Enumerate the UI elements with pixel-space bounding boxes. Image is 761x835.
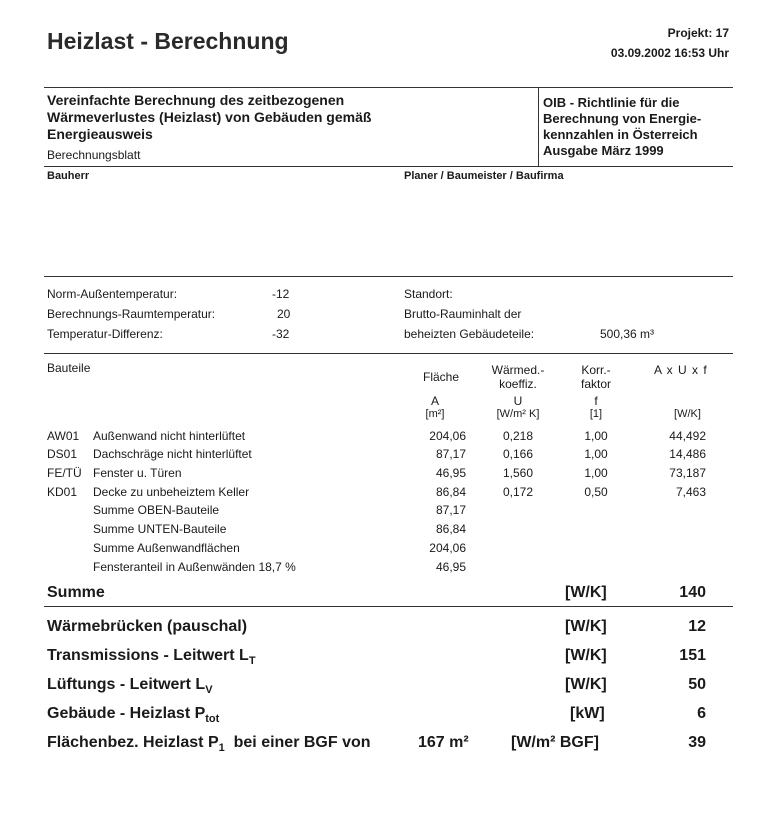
waermebruecken-value: 12 xyxy=(688,618,706,635)
heizlast-label xyxy=(47,705,219,725)
transmission-unit: [W/K] xyxy=(565,647,607,664)
row-f: 1,00 xyxy=(584,429,608,443)
row-f: 1,00 xyxy=(584,466,608,480)
flaechenbez-unit: [W/m² BGF] xyxy=(511,734,599,751)
description-line: Energieausweis xyxy=(47,126,153,142)
row-axuxf: 7,463 xyxy=(675,485,706,499)
col-waermed-line: koeffiz. xyxy=(499,377,537,391)
lueftung-label xyxy=(47,676,213,696)
flaechenbez-sub: 1 xyxy=(218,742,225,755)
sum-label: Summe Außenwandflächen xyxy=(93,541,240,555)
box-bottom-line xyxy=(44,166,733,167)
row-name: Decke zu unbeheiztem Keller xyxy=(93,485,250,499)
summe-value: 140 xyxy=(679,584,706,601)
row-area: 87,17 xyxy=(435,447,466,461)
sum-label: Summe OBEN-Bauteile xyxy=(93,503,220,517)
col-bauteile: Bauteile xyxy=(47,361,91,375)
lueftung-unit: [W/K] xyxy=(565,676,607,693)
col-waermed xyxy=(478,363,558,391)
row-axuxf: 73,187 xyxy=(669,466,706,480)
norm-temp-label: Norm-Außentemperatur: xyxy=(47,287,178,301)
norm-temp-value: -12 xyxy=(272,287,290,301)
unit-axuxf: [W/K] xyxy=(674,408,701,420)
sum-label: Fensteranteil in Außenwänden 18,7 % xyxy=(93,560,296,574)
heizlast-value: 6 xyxy=(697,705,706,722)
params-bottom-line xyxy=(44,353,733,354)
box-top-line xyxy=(44,87,733,88)
room-temp-value: 20 xyxy=(277,307,291,321)
page-title: Heizlast - Berechnung xyxy=(47,28,289,54)
col-korr xyxy=(566,363,626,391)
row-code: AW01 xyxy=(47,429,80,443)
sum-label: Summe UNTEN-Bauteile xyxy=(93,522,227,536)
row-f: 0,50 xyxy=(584,485,608,499)
row-axuxf: 44,492 xyxy=(669,429,706,443)
transmission-value: 151 xyxy=(679,647,706,664)
heizlast-sub: tot xyxy=(205,713,220,726)
sum-value: 86,84 xyxy=(435,522,466,536)
guideline-line: Berechnung von Energie- xyxy=(543,111,702,126)
box-divider xyxy=(538,87,539,167)
summe-bottom-line xyxy=(44,606,733,607)
row-code: FE/TÜ xyxy=(47,466,82,480)
sym-u: U xyxy=(513,394,523,408)
row-f: 1,00 xyxy=(584,447,608,461)
row-name: Außenwand nicht hinterlüftet xyxy=(93,429,246,443)
heizlast-text: Gebäude - Heizlast P xyxy=(47,705,206,722)
col-waermed-line: Wärmed.- xyxy=(491,363,545,377)
lueftung-text: Lüftungs - Leitwert L xyxy=(47,676,206,693)
col-korr-line: faktor xyxy=(580,377,611,391)
planer-label: Planer / Baumeister / Baufirma xyxy=(404,170,564,182)
sum-value: 46,95 xyxy=(435,560,466,574)
sum-value: 87,17 xyxy=(435,503,466,517)
parties-bottom-line xyxy=(44,276,733,277)
col-flaeche: Fläche xyxy=(423,370,460,384)
row-code: KD01 xyxy=(47,485,78,499)
row-area: 86,84 xyxy=(435,485,466,499)
flaechenbez-label xyxy=(47,734,371,754)
bauherr-label: Bauherr xyxy=(47,170,90,182)
transmission-text: Transmissions - Leitwert L xyxy=(47,647,249,664)
unit-f: [1] xyxy=(589,408,603,420)
row-u: 0,166 xyxy=(502,447,534,461)
row-name: Dachschräge nicht hinterlüftet xyxy=(93,447,252,461)
row-u: 0,172 xyxy=(502,485,534,499)
guideline-line: kennzahlen in Österreich xyxy=(543,127,698,142)
flaechenbez-text-2: bei einer BGF von xyxy=(224,734,371,751)
sym-a: A xyxy=(430,394,439,408)
sheet-label: Berechnungsblatt xyxy=(47,148,141,162)
room-temp-label: Berechnungs-Raumtemperatur: xyxy=(47,307,216,321)
timestamp: 03.09.2002 16:53 Uhr xyxy=(610,46,729,60)
row-axuxf: 14,486 xyxy=(669,447,706,461)
guideline-line: Ausgabe März 1999 xyxy=(543,143,664,158)
waermebruecken-unit: [W/K] xyxy=(565,618,607,635)
col-korr-line: Korr.- xyxy=(581,363,611,377)
description-line: Vereinfachte Berechnung des zeitbezogenen xyxy=(47,92,345,108)
transmission-label xyxy=(47,647,256,667)
lueftung-value: 50 xyxy=(688,676,706,693)
temp-diff-value: -32 xyxy=(272,327,290,341)
guideline-title xyxy=(543,95,701,159)
col-axuxf: A x U x f xyxy=(654,363,708,377)
sym-f: f xyxy=(594,394,598,408)
flaechenbez-bgf: 167 m² xyxy=(418,734,469,751)
sum-value: 204,06 xyxy=(429,541,466,555)
project-number: Projekt: 17 xyxy=(667,26,729,40)
location-label: Standort: xyxy=(404,287,453,301)
row-name: Fenster u. Türen xyxy=(93,466,182,480)
row-area: 204,06 xyxy=(429,429,466,443)
flaechenbez-text: Flächenbez. Heizlast P xyxy=(47,734,219,751)
lueftung-sub: V xyxy=(205,684,213,697)
flaechenbez-value: 39 xyxy=(688,734,706,751)
row-code: DS01 xyxy=(47,447,78,461)
row-u: 0,218 xyxy=(502,429,534,443)
unit-a: [m²] xyxy=(425,408,445,420)
unit-u: [W/m² K] xyxy=(496,408,540,420)
row-area: 46,95 xyxy=(435,466,466,480)
volume-label-1: Brutto-Rauminhalt der xyxy=(404,307,522,321)
description-line: Wärmeverlustes (Heizlast) von Gebäuden gemäß xyxy=(47,109,372,125)
summe-label: Summe xyxy=(47,584,105,601)
volume-label-2: beheizten Gebäudeteile: xyxy=(404,327,535,341)
row-u: 1,560 xyxy=(502,466,534,480)
waermebruecken-label: Wärmebrücken (pauschal) xyxy=(47,618,248,635)
transmission-sub: T xyxy=(248,655,256,668)
guideline-line: OIB - Richtlinie für die xyxy=(543,95,680,110)
temp-diff-label: Temperatur-Differenz: xyxy=(47,327,163,341)
volume-value: 500,36 m³ xyxy=(600,327,655,341)
summe-unit: [W/K] xyxy=(565,584,607,601)
heizlast-unit: [kW] xyxy=(570,705,605,722)
description-title xyxy=(47,92,371,143)
